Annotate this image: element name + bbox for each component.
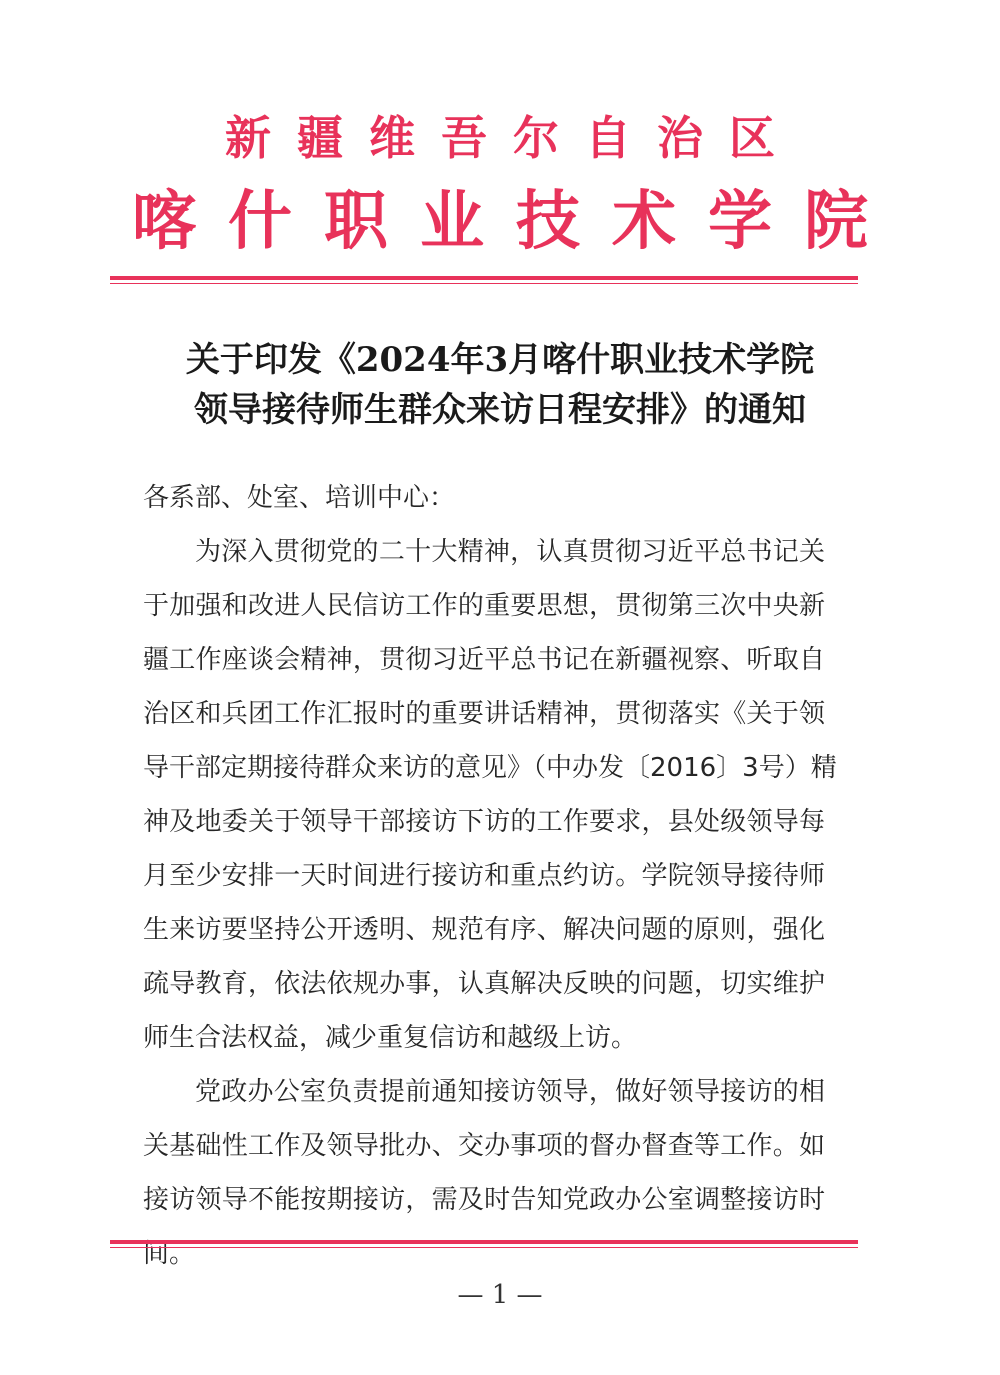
paragraph-line: 生来访要坚持公开透明、规范有序、解决问题的原则，强化 [143,915,825,945]
paragraph-line: 月至少安排一天时间进行接访和重点约访。学院领导接待师 [143,861,825,891]
paragraph-line: 疆工作座谈会精神，贯彻习近平总书记在新疆视察、听取自 [143,645,825,675]
paragraph-line: 于加强和改进人民信访工作的重要思想，贯彻第三次中央新 [143,591,825,621]
paragraph-line: 间。 [143,1239,196,1269]
paragraph-line: 神及地委关于领导干部接访下访的工作要求，县处级领导每 [143,807,825,837]
org-name-line1: 新疆维吾尔自治区 [225,111,801,165]
paragraph-line: 党政办公室负责提前通知接访领导，做好领导接访的相 [195,1077,825,1107]
paragraph-line: 为深入贯彻党的二十大精神，认真贯彻习近平总书记关 [195,537,825,567]
footer-divider [110,1240,858,1248]
document-title-line2: 领导接待师生群众来访日程安排》的通知 [194,390,806,430]
paragraph-line: 疏导教育，依法依规办事，认真解决反映的问题，切实维护 [143,969,825,999]
org-name-line2: 喀什职业技术学院 [132,184,900,259]
header-divider [110,276,858,284]
paragraph-line: 接访领导不能按期接访，需及时告知党政办公室调整接访时 [143,1185,825,1215]
addressee: 各系部、处室、培训中心： [143,483,456,513]
paragraph-line: 导干部定期接待群众来访的意见》（中办发〔2016〕3号）精 [143,753,837,783]
document-title-line1: 关于印发《2024年3月喀什职业技术学院 [185,340,815,380]
paragraph-line: 治区和兵团工作汇报时的重要讲话精神，贯彻落实《关于领 [143,699,825,729]
page-number: — 1 — [457,1280,543,1310]
paragraph-line: 关基础性工作及领导批办、交办事项的督办督查等工作。如 [143,1131,825,1161]
paragraph-line: 师生合法权益，减少重复信访和越级上访。 [143,1023,638,1053]
